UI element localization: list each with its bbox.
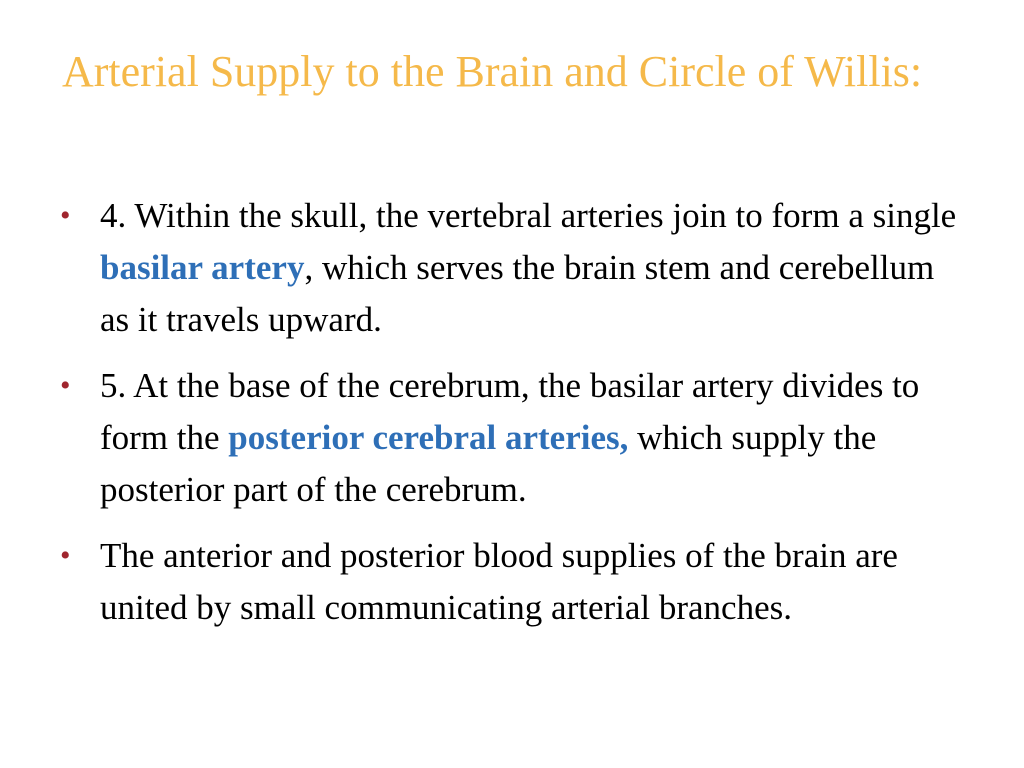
bullet-text: , which serves the brain stem and cerebellum as it travels upward. — [100, 248, 935, 339]
bullet-text: The anterior and posterior blood supplies of the brain are united by small communicating arterial branches. — [100, 536, 898, 627]
bullet-marker: • — [60, 539, 71, 572]
bullet-text: 5. At the base of the cerebrum, the basilar artery divides to form the — [100, 366, 920, 457]
bullet-text: which supply the posterior part of the cerebrum. — [100, 418, 877, 509]
bullet-list — [60, 190, 960, 648]
bullet-text: 4. Within the skull, the vertebral arteries join to form a single — [100, 196, 957, 235]
bullet-item-basilar-artery — [60, 190, 960, 346]
bullet-marker: • — [60, 199, 71, 232]
highlight-term: basilar artery — [100, 248, 305, 287]
bullet-marker: • — [60, 369, 71, 402]
highlight-term: posterior cerebral arteries, — [228, 418, 629, 457]
bullet-item-posterior-cerebral-arteries — [60, 360, 960, 516]
bullet-item-communicating-branches — [60, 530, 960, 634]
slide-title: Arterial Supply to the Brain and Circle of Willis: — [62, 47, 923, 96]
